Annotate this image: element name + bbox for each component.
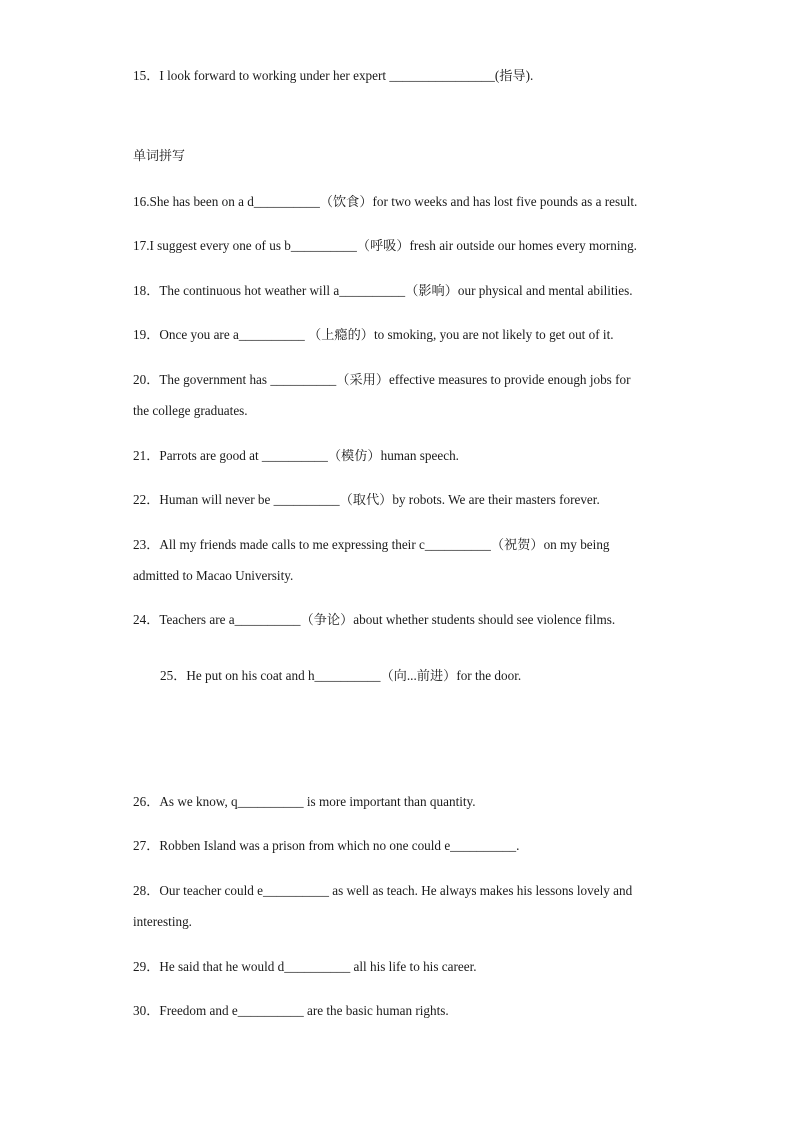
question-20-continued: the college graduates. — [133, 403, 248, 418]
question-29: 29．He said that he would d__________ all his life to his career. — [133, 959, 477, 974]
question-19: 19．Once you are a__________ （上瘾的）to smoking, you are not likely to get out of it. — [133, 327, 614, 342]
question-15: 15．I look forward to working under her expert ________________(指导). — [133, 68, 534, 83]
question-30: 30．Freedom and e__________ are the basic human rights. — [133, 1003, 449, 1018]
question-17: 17.I suggest every one of us b__________（呼吸）fresh air outside our homes every morning. — [133, 238, 637, 253]
question-25: 25．He put on his coat and h__________（向...前进）for the door. — [160, 668, 522, 683]
question-24: 24．Teachers are a__________（争论）about whether students should see violence films. — [133, 612, 616, 627]
question-22: 22．Human will never be __________（取代）by robots. We are their masters forever. — [133, 492, 600, 507]
question-23: 23．All my friends made calls to me expressing their c__________（祝贺）on my being — [133, 537, 610, 552]
question-26: 26．As we know, q__________ is more important than quantity. — [133, 794, 476, 809]
section-heading: 单词拼写 — [133, 149, 186, 164]
question-27: 27．Robben Island was a prison from which no one could e__________. — [133, 838, 520, 853]
question-16: 16.She has been on a d__________（饮食）for two weeks and has lost five pounds as a result. — [133, 194, 638, 209]
question-28-continued: interesting. — [133, 914, 192, 929]
question-23-continued: admitted to Macao University. — [133, 568, 294, 583]
question-20: 20．The government has __________（采用）effective measures to provide enough jobs for — [133, 372, 631, 387]
question-21: 21．Parrots are good at __________（模仿）human speech. — [133, 448, 459, 463]
question-18: 18．The continuous hot weather will a__________（影响）our physical and mental abilities. — [133, 283, 633, 298]
question-28: 28．Our teacher could e__________ as well as teach. He always makes his lessons lovely and — [133, 883, 633, 898]
